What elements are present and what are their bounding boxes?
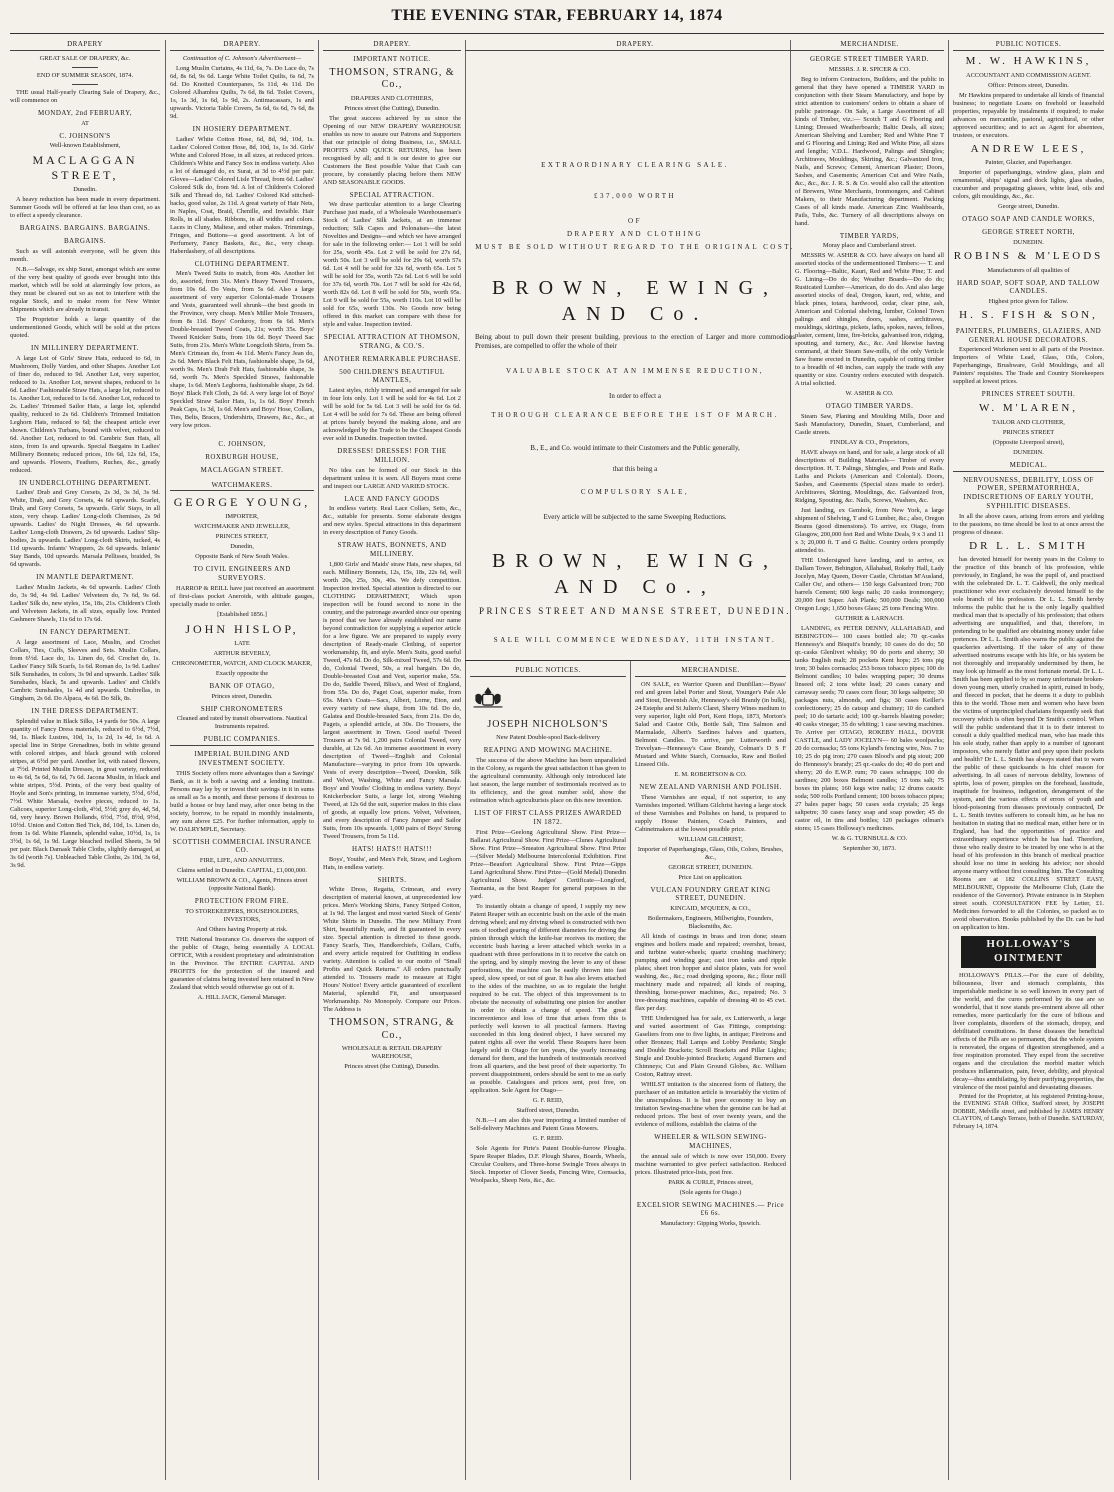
ad-text: TO STOREKEEPERS, HOUSEHOLDERS, INVESTORS,: [185, 907, 299, 923]
section-heading: IN UNDERCLOTHING DEPARTMENT.: [19, 478, 151, 487]
column-heading: DRAPERY.: [323, 40, 461, 51]
ad-text: HAVE always on hand, and for sale, a large stock of all descriptions of Building Materials— Timber of every description. H. T. Palings, Shingles, and Posts and Rails. Laths and Pickets (American and Colonial). Doors, Sashes, and Casements (Special sizes made to order). Architraves, Skirting, Mouldings, &c. Galvanized Iron, Ridging, Spouting, &c. Nails, Screws, Washers, &c.: [795, 449, 944, 504]
ad-text: VALUABLE STOCK AT AN IMMENSE REDUCTION,: [505, 366, 765, 375]
ad-text: THE usual Half-yearly Clearing Sale of Drapery, &c., will commence on: [10, 88, 160, 104]
ad-text: We draw particular attention to a large Clearing Purchase just made, of a Wholesale Warehouseman's Stock of Ladies' Silk Jackets, at an immense reduction; Silk Capes and Polonaises—the latest Novelties and Designs—and which we have arranged for sale in the following order:— Lot 1 will be sold for 25s, worth 45s. Lot 2 will be sold for 27s 6d, worth 50s. Lot 3 will be sold for 29s 6d, worth 57s 6d. Lot 4 will be sold for 32s 6d, worth 65s. Lot 5 will be sold for 35s, worth 72s 6d. Lot 6 will be sold for 37s 6d, worth 70s. Lot 7 will be sold for 42s 6d, worth 82s 6d. Lot 8 will be sold for 50s, worth 95s. Lot 9 will be sold for 55s, worth 110s. Lot 10 will be sold for 65s, worth 130s. No Goods now being offered in this market can compare with these for style and value. Inspection invited.: [323, 201, 461, 329]
ad-text: DUNEDIN.: [1013, 448, 1044, 456]
ad-text: DUNEDIN.: [1013, 238, 1044, 246]
ad-signature: FINDLAY & CO., Proprietors,: [829, 439, 910, 446]
ad-text: The success of the above Machine has been unparalleled in the Colony, as regards the great satisfaction it has given to the agricultural community. Although only introduced late last season, the large number of testimonials received as to its efficiency, and the great number sold, show the estimation which agriculturists place on this new invention.: [470, 757, 626, 804]
ad-heading: HARD SOAP, SOFT SOAP, AND TALLOW CANDLES.: [957, 278, 1100, 296]
ad-signature: ROXBURGH HOUSE,: [205, 453, 279, 461]
ad-text: Every article will be subjected to the same Sweeping Reductions.: [543, 513, 727, 522]
ad-text: Well-known Establishment,: [49, 142, 121, 150]
ad-text: Manufacturers of all qualities of: [987, 266, 1070, 274]
ad-list: Men's Tweed Suits to match, from 40s. Another lot do, assorted, from 31s. Men's Heavy Tweed Trousers, from 10s 6d. Do Vests, from 5s 6d. Also a large assortment of very superior Colonial-made Trousers and Vests, guaranteed well shrunk—the best goods in the Province, very cheap. Men's Miller Mole Trousers, from 8s 11d. Boys' Corduroy, from 6s 6d. Men's Double-breasted Tweed Coats, 21s; worth 35s. Boys' Tweed Knicker Suits, from 10s 6d. Boys' Tweed Sac Suits, from 21s. Men's White Longcloth Shirts, from 5s. Men's Crimean do, from 4s 11d. Men's Fancy Jean do, 2s 6d. Men's Black Felt Hats, fashionable shape, 3s 6d, worth 9s. Men's Drab Felt Hats, fashionable shape, 3s 6d, worth 7s. Men's Speckled Straws, fashionable shape, 1s 6d. Men's Leghorns, fashionable shape, 2s 6d. Boys' Black Felt Cloth, 2s 6d. A very large lot of Boys' Speckled Straw Sailor Hats, 1s, 1s 6d. Boys' French Peak Caps, 1s 3d, 1s 6d. Men's and Boys' Hose, Collars, Ties, Belts, Braces, Undershirts, Drawers, &c., &c., at very low prices.: [170, 270, 314, 430]
continuation-note: Continuation of C. Johnson's Advertisement—: [182, 54, 302, 62]
ad-text: George street, Dunedin.: [998, 203, 1059, 211]
column-rule: [630, 660, 631, 1480]
column-heading: DRAPERY.: [465, 40, 805, 51]
ad-heading: OTAGO SOAP AND CANDLE WORKS,: [962, 215, 1095, 224]
ad-text: PRINCES STREET,: [215, 533, 269, 541]
ad-list: LANDING, ex PETER DENNY, ALLAHABAD, and BEBINGTON— 100 cases bottled ale; 70 qr.-casks Hennessy's and Bisquit's brandy; 10 cases do do do; 50 qr.-casks Glenlivet whisky; 90 do ports and sherry; 30 tanks English malt; 28 pockets Kent hops; 25 tons pig iron; 30 bales cornsacks; 253 boxes tobacco pipes; 100 do Belmont candles; 10 bales wrapping paper; 30 drums linseed oil; 2 tons white lead; 20 cases canary and carraway seeds; 70 cases corn flour; 30 kegs saltpetre; 30 packages nuts, almonds, and figs; 30 cases Keiller's confectionery; 25 do catsup and chutney; 10 do candied peel; 10 do tartaric acid; 100 qr.-barrels blasting powder; 40 casks vinegar; 35 do whiting; 1 case sewing machines. To Arrive per OTAGO, ROKEBY HALL, DOVER CASTLE, and LADY JOCELYN— 60 bales woolpacks; 20 do cornsacks; 55 tons Kyland's fencing wire, Nos. 7 to 10; 25 do pig iron; 270 cases Blood's and pig stout; 200 do Hennessy's brandy; 25 qr.-casks do do; 40 do port and sherry; 20 do E.W.P. rum; 70 cases schnapps; 100 do sardines; 200 boxes Belmont candles; 15 tons salt; 75 boxes tin plates; 160 kegs wire nails; 12 drums caustic soda; 500 rolls Portland cement; 100 boxes tobacco pipes; 27 bales paper bags; 50 cases soda crystals; 25 kegs saltpetre; 30 cases fancy soap and soap powder; 45 do castor oil, in tins and bottles; 120 packages oilman's stores; 15 cases Holloway's medicines.: [795, 625, 944, 832]
ad-heading: NEW ZEALAND VARNISH AND POLISH.: [639, 782, 782, 791]
column-heading: DRAPERY: [10, 40, 160, 51]
ad-signature: THOMSON, STRANG, & Co.,: [329, 1017, 455, 1041]
ad-text: Importer of Paperhangings, Glass, Oils, Colors, Brushes, &c.,: [637, 845, 784, 861]
ad-name: DR L. L. SMITH: [969, 539, 1088, 552]
ad-heading: SHIRTS.: [377, 875, 407, 884]
ad-text: AT: [81, 119, 89, 127]
ad-heading: VULCAN FOUNDRY GREAT KING STREET, DUNEDIN.: [650, 885, 771, 903]
ad-heading: GEORGE STREET NORTH,: [982, 228, 1075, 236]
ad-signature: G. F. REID.: [532, 1134, 564, 1142]
ad-text: To instantly obtain a change of speed, I supply my new Patent Reaper with an eccentric bush on the axle of the main driving wheel; and my driving wheel is constructed with two sets of toothed gearing of different diameters for driving the pinion through which the knife-bar receives its motion; the eccentric bush having a lever attached which works in a quadrant with three perforations in it to receive the catch on the spring, and by simply moving the lever to any of these perforations, the machine can be easily thrown into fast speed, slow speed, or out of gear. It has also levers attached to the sides of the machine, so as to regulate the height required to be cut. The object of this improvement is to obviate the necessity of substituting one pinion for another in order to obtain a change of speed. The great inconvenience and loss of time that arises from this is perfectly well known to all practical farmers. Having succeeded in this long desired object, I have secured my patent rights all over the world. These Reapers have been largely sold in Otago for ten years, the yearly increasing demand for them, and the hundreds of testimonials received from all quarters, and the best proof of their superiority. To prevent disappointment, orders should be sent to me as early as possible. Catalogues and prices sent, post free, on application. Sole Agent for Otago—: [470, 902, 626, 1094]
ad-amount: £37,000 WORTH: [593, 192, 677, 201]
ad-name: H. S. FISH & SON,: [959, 309, 1098, 321]
ad-text: In order to effect a: [609, 391, 661, 400]
ad-text: Just landing, ex Gembok, from New York, a large shipment of Shelving, T and G Lumber, &c.; also, Oregon Beams (good dimensions). To arrive, ex Otago, from Glasgow, 200,000 feet Red and White Deals, 9 x 3 and 11 x 3; 20,000 ft. T and G Baltic. Country orders promptly attended to.: [795, 507, 944, 554]
column-drapery-cont: [170, 40, 314, 1485]
ad-date: SALE WILL COMMENCE WEDNESDAY, 11TH INSTANT.: [493, 636, 777, 645]
ad-text: THE Undersigned have landing, and to arrive, ex Dallam Tower, Bebington, Allahabad, Rokeby Hall, Lady Jocelyn, May Queen, Dover Castle, Christian M'Ausland, Caller Ou', and others— 150 kegs Galvanized Iron; 700 barrels Cement; 600 kegs nails; 20 casks ironmongery; 20,000 feet Super. Ash Plank; 500,000 Deals; 300,000 Oregon Logs; 1,650 boxes Glass; 25 tons Fencing Wire.: [795, 557, 944, 612]
ad-signature: WILLIAM GILCHRIST,: [678, 835, 743, 843]
ad-signature: Stafford street, Dunedin.: [516, 1106, 580, 1114]
ad-text: Highest price given for Tallow.: [988, 298, 1069, 305]
ad-text: All kinds of castings in brass and iron done; steam engines and boilers made and repaired; overshot, breast, and turbine water-wheels; quartz crushing machinery; pumping and winding gear; cast iron tanks and ripple plates; sheet iron hopper and sluice plates, vats for wool washing, &c., &c.; road dredging spoons, &c.; flour mill machinery made and repaired; all kinds of reaping, threshing, horse-power machines, &c., repaired; No. 3 tree-dressing machines, capable of dressing 40 to 45 cwt. flax per day.: [635, 933, 786, 1012]
ad-text: Boys', Youths', and Men's Felt, Straw, and Leghorn Hats, in endless variety.: [323, 855, 461, 871]
ad-text: COMPULSORY SALE,: [580, 488, 690, 497]
ad-heading: IMPORTANT NOTICE.: [353, 54, 431, 63]
ad-name: JOHN HISLOP,: [185, 621, 299, 636]
ad-text: B., E., and Co. would intimate to their Customers and the Public generally,: [530, 444, 740, 453]
ad-subhead: END OF SUMMER SEASON, 1874.: [36, 71, 134, 79]
column-heading: MERCHANDISE.: [635, 666, 786, 677]
ad-bargains: BARGAINS. BARGAINS. BARGAINS.: [19, 224, 151, 233]
ad-list: A large assortment of Lace, Muslin, and Crochet Collars, Ties, Cuffs, Sleeves and Sets. Muslin Collars, from 6½d. Lace do, 1s. Linen do, 6d. Crochet do, 1s. Ladies' Fancy Silk Scarfs, 1s 6d. Roman do, 1s 9d. Ladies' Silk Sunshades, in colors, 3s 9d and upwards. Ladies' Silk Sunshades, black, 5s and upwards. Ladies' and Child's Cambric Sunshades, 1s 4d and upwards. Umbrellas, in Gingham, 2s 6d. Do Alpaca, 4s 6d. Do Silk, 8s.: [10, 638, 160, 702]
ad-text: No idea can be formed of our Stock in this department unless it is seen. All Buyers must come and inspect our LARGE AND VARIED STOCK.: [323, 466, 461, 490]
ad-text: THIS Society offers more advantages than a Savings' Bank, as it is both a saving and a lending institute. Persons may lay by or invest their savings in it in sums as small as 5s a month, and these persons if desirous to build a house or buy land may, after once being in the society, borrow, to be repaid in monthly instalments, any sum above £25. For further information, apply to W. DALRYMPLE, Secretary.: [170, 769, 314, 833]
ad-text: Princes street (the Cutting), Dunedin.: [344, 104, 440, 112]
ad-text: MUST BE SOLD WITHOUT REGARD TO THE ORIGINAL COST.: [475, 243, 795, 252]
column-heading: PUBLIC NOTICES.: [470, 666, 626, 677]
ad-text: TAILOR AND CLOTHIER,: [992, 418, 1065, 426]
ad-text: LATE: [234, 639, 250, 647]
ad-signature: Princes street (the Cutting), Dunedin.: [344, 1063, 440, 1071]
ad-street: MACLAGGAN STREET,: [32, 153, 138, 183]
ad-signature: G. F. REID,: [532, 1096, 564, 1104]
ad-list: Ladies' White Cotton Hose, 6d, 8d, 9d, 10d, 1s. Ladies' Colored Cotton Hose, 8d, 10d, 1s, 1s 3d. Girls' White and Colored Hose, in all sizes, at reduced prices. Children's White and Fancy Sox in endless variety. Also a lot of damaged do, ex Surat, at 3d to 4½d per pair. Gloves—Ladies' Colored Lisle Thread, from 6d. Ladies' Colored Silk do, from 9d. A lot of Children's Colored Silk and Thread do, 6d. Ladies' Colored Kid stitched-backs, good value, 2s 11d. A great variety of Hair Nets, in Naples, Coat, Braid, Chenille, and Invisible. Hair Rolls, in all shades. Ribbons, in all widths and colors. Laces in Cluny, Maltese, and other makes. Trimmings, Fringes, and Buttons—a good assortment. A lot of Perfumery, Fancy Baskets, &c., &c., very cheap. Haberdashery, of all descriptions.: [170, 135, 314, 255]
ad-text: [Established 1856.]: [217, 610, 267, 618]
ad-text: These Varnishes are equal, if not superior, to any Varnishes imported. William Gilchrist having a large stock of these Varnishes and Polishes on hand, is prepared to supply House Painters, Coach Painters, and Cabinetmakers at the lowest possible price.: [635, 793, 786, 833]
ad-text: has devoted himself for twenty years in the Colony to the practice of this branch of his profession, while previously, in England, he was the pupil of, and practised with the celebrated Dr. L. T. Caldwell, the only medical practitioner who ever exclusively devoted himself to the sole branch of his profession. Dr L. L. Smith hereby informs the public that he is the only legally qualified medical man that is specially of his profession; that others advertising are unqualified, and that, therefore, in pretending to be qualified are obtaining money under false pretences. Dr L. L. Smith also warns the public against the quackeries advertising. If the taker of any of these advertised nostrums escape with his life, or his system be not thoroughly and irreparably undermined by them, he may look up himself as the most fortunate mortal. Dr L. L. Smith has been applied to by so many unfortunate broken-down young men, utterly crushed in spirit, ruined in body, and fleeced in pocket, that he deems it a duty to publish this to the world. Those men and women who have been the victims of unprincipled charlatans frequently seek that recovery which is often beyond Dr Smith's control. When will the public understand that it is to their interest to consult a duly qualified medical man, who has made this his sole study, rather than apply to a number of ignorant impostors, who merely flatter and prey upon their pockets and health? Dr L. L. Smith has always stated that to warn the public of these quicksands is his chief reason for advertising. In all cases of nervous debility, lowness of spirits, loss of power, pimples on the forehead, lassitude, inaptitude for business, indigestion, derangement of the system, and the various effects of errors of youth and blood-poisoning from diseases previously contracted, Dr L. L. Smith invites sufferers to consult him, as he has no hesitation in stating that no medical man, either here or in England, has had the opportunities of practice and extraordinary experience which he has had. Therefore, those who really desire to be treated by one who is at the head of his profession in this branch of medical practice should lose no time in seeking his advice; nor should anyone marry without first consulting him. The Consulting Rooms are at 182 COLLINS STREET EAST, MELBOURNE, Opposite the Melbourne Club, (Late the residence of the Governor). Private entrance is in Stephen street south. CONSULTATION FEE by Letter, £1. Medicines forwarded to all the Colonies, so packed as to avoid observation. Books published by the Dr. can be had on application to him.: [953, 556, 1104, 932]
ad-heading: 500 CHILDREN'S BEAUTIFUL MANTLES,: [339, 367, 445, 385]
ad-name: W. M'LAREN,: [978, 402, 1079, 414]
section-heading: IN FANCY DEPARTMENT.: [39, 628, 131, 636]
ad-text: PRINCES STREET: [1002, 428, 1055, 436]
ad-heading: ANOTHER REMARKABLE PURCHASE.: [323, 354, 461, 363]
ad-text: MESSRS W. ASHER & CO. have always on hand all assorted stocks of the undermentioned Timbers:— T. and G. Flooring—Baltic, Kauri, Red and White Pine; T. and G. Lining—Do do do; Weather Boards—Do do do; Rusticated Lumber—American, do do do. And also large assorted stocks of deal, Oregon, kauri, red, white, and black pines, totara, hardwood, cedar, clear pine, ash, American and Colonial shelving, lumber, Colonel Town palings and shingles, doors, sashes, architraves, mouldings, skirtings, pickets, laths, spokes, naves, felloes, plaster, cement, lime, fire-bricks, galvanised iron, ridging, spouting, and turnery, &c., &c. And likewise having command, at their Steam Saw-mills, of the only Verticle Saw frame erected in Dunedin, capable of cutting timber to a breadth of 48 inches, can supply the trade with any quantity or size. Country orders executed with despatch. A trial solicited.: [795, 252, 944, 388]
ad-text: WATCHMAKER AND JEWELLER,: [194, 523, 290, 531]
ad-address: PRINCES STREET AND MANSE STREET, DUNEDIN.: [479, 606, 791, 617]
ad-text: DRAPERY AND CLOTHING: [566, 230, 704, 239]
ad-date: September 30, 1873.: [843, 845, 896, 852]
ad-heading: DRESSES! DRESSES! FOR THE MILLION.: [337, 447, 447, 464]
ad-heading: HATS! HATS!! HATS!!!: [352, 844, 432, 853]
ad-heading: IMPERIAL BUILDING AND INVESTMENT SOCIETY.: [194, 750, 290, 767]
ad-name: THOMSON, STRANG, & Co.,: [329, 66, 455, 90]
ad-headline: EXTRAORDINARY CLEARING SALE.: [541, 161, 729, 170]
ad-text: WILLIAM BROWN & CO., Agents, Princes street (opposite National Bank).: [176, 877, 308, 892]
brown-ewing-clearing-sale-ad: [465, 40, 805, 658]
ad-heading: SPECIAL ATTRACTION.: [349, 190, 435, 199]
ad-text: OF: [628, 217, 642, 226]
ad-firm-name: BROWN, EWING, AND Co.: [491, 276, 779, 325]
ad-name: C. JOHNSON'S: [59, 131, 111, 140]
column-public-notices-medical: [953, 40, 1104, 1485]
ad-text: that this being a: [612, 465, 658, 474]
ad-heading: TO CIVIL ENGINEERS AND SURVEYORS.: [193, 565, 291, 582]
ad-text: Moray place and Cumberland street.: [822, 242, 917, 250]
ad-signature: GUTHRIE & LARNACH.: [835, 615, 904, 622]
masthead: [0, 0, 1114, 32]
ad-text: Office: Princes street, Dunedin.: [988, 81, 1069, 89]
ad-text: GEORGE STREET, DUNEDIN.: [668, 863, 753, 871]
ad-text: HARROP & REILL have just received an assortment of first-class pocket Aneroids, with altitude gauges, specially made to order.: [170, 584, 314, 608]
column-drapery-johnson: [10, 40, 160, 1485]
ad-text: N.B.—I am also this year importing a limited number of Self-delivery Machines and Patent Grass Mowers.: [470, 1116, 626, 1132]
ad-text: New Patent Double-spool Back-delivery: [496, 734, 600, 742]
ad-text: Such as will astonish everyone, will be given this month.: [10, 247, 160, 263]
ad-text: THE National Insurance Co. deserves the support of the public of Otago, being essentially A LOCAL OFFICE, With a resident proprietary and administration in the Province. The ENTIRE CAPITAL AND PROFITS for the protection of the insured and guarantee of claims being invested here retained in New Zealand that which would otherwise go out of it.: [170, 935, 314, 991]
ad-list: First Prize—Geelong Agricultural Show. First Prize—Ballarat Agricultural Show. First Prize—Clunes Agricultural Show. First Prize—Smeaton Agricultural Show. First Prize—(Silver Medal) Melbourne Intercolonial Exhibition. First Prize—Beaufort Agricultural Show. First Prize—Gipps Land Agricultural Show. First Prize—(Gold Medal) Dunedin Agricultural Show. Judges' Certificate—Longford, Tasmania, as the best Reaper for general purposes in the yard.: [470, 828, 626, 900]
ad-signature: W. ASHER & CO.: [845, 390, 894, 398]
ad-text: Claims settled in Dunedin. CAPITAL, £1,000,000.: [177, 867, 307, 874]
ad-text: Cleaned and rated by transit observations. Nautical Instruments repaired.: [176, 715, 308, 731]
ad-signature: MACLAGGAN STREET.: [200, 465, 284, 474]
ad-list: A large Lot of Girls' Straw Hats, reduced to 6d, in Mushroom, Dolly Varden, and other Shapes. Another Lot of finer do, reduced to 9d. Another Lot, very superior, reduced to 1s. Another Lot, newest shapes, reduced to 1s 6d. Ladies' Fashionable Straw Hats, a large lot, reduced to 1s. Another Lot, reduced to 1s 6d. Another Lot, reduced to 2s. Ladies' Trimmed Sailor Hats, a large lot, splendid quality, reduced to 2s 6d. Children's Trimmed Imitation Leghorn Hats, reduced to 6d; the cheapest article ever shown. Children's Turbans, bound with velvet, reduced to 6d. Another Lot, reduced to 9d. Cambric Sun Hats, all sizes, from 1s and upwards. Special Bargains in Ladies' Millinery Bonnets; reduced prices, 10s 6d, 12s 6d, 15s, and upwards. Flowers, Feathers, Ruches, &c., greatly reduced.: [10, 354, 160, 474]
column-heading: PUBLIC NOTICES.: [953, 40, 1104, 51]
ad-text: KINCAID, M'QUEEN, & CO.,: [670, 905, 751, 912]
ad-text: BANK OF OTAGO,: [209, 681, 275, 690]
ad-list: Long Muslin Curtains, 4s 11d, 6s, 7s. Do Lace do, 7s 6d, 8s 6d, 9s 6d. Large White Toilet Quilts, 6s 6d, 7s 6d. Do Knotted Counterpanes, 5s 11d, 4s 11d. Do Colored Alhambra Quilts, 7s 6d, 8s 6d. Toilet Covers, 1s, 1s 3d, 1s 6d, 1s 9d, 2s. Antimacassars, 1s and upwards. Victoria Table Covers, 5s 6d, 6s 6d, 7s 6d, 8s 9d.: [170, 64, 314, 120]
ad-heading: LACE AND FANCY GOODS: [344, 494, 440, 503]
section-heading: IN MANTLE DEPARTMENT.: [36, 573, 134, 582]
column-heading: MERCHANDISE.: [795, 40, 944, 51]
ad-text: ON SALE, ex Warrior Queen and Dunfillan:—Byass' red and green label Porter and Stout, Younger's Pale Ale and Stout, Devenish Ale, Hennessy's old Brandy (in bulk), 24 Estephe and St Julien's Claret, Sherry Wines medium to very superior, light old Port, Kent Hops, 1873, Morton's Salad and Castor Oils, Bottle Salt, Tins Salmon and Marmalade, Albert's Sardines halves and quarters, Belmont Candles. To arrive, per Lutterworth and Trevelyan—Hennessy's Case Brandy, Colman's D S F Mustard and White Starch, Cornsacks, Raw and Boiled Linseed Oils.: [635, 680, 786, 768]
ad-heading: SPECIAL ATTRACTION AT THOMSON, STRANG, & CO.'S.: [323, 333, 461, 350]
ad-text: Princes street, Dunedin.: [211, 692, 273, 700]
ad-list: Ladies' Drab and Grey Corsets, 2s 3d, 3s 3d, 3s 9d. White, Drab, and Grey Corsets, 4s 6d upwards. Scarlet, Drab, and Grey Corsets, 5s upwards. Girls' Stays, in all sizes, very cheap. Ladies' Long-cloth Chemises, 2s 9d upwards. Ladies' do Night Dresses, 4s 6d upwards. Ladies' Long-cloth Drawers, 2s 6d upwards. Ladies' Slip-bodies, 2s upwards. Ladies' Long-cloth Skirts, tucked, 4s 11d upwards. Infants' Wrappers, 2s 6d upwards. Infants' Stay Bands, 10d upwards. Marsala Pellisses, braided, 9s 6d upwards.: [10, 489, 160, 569]
ad-text: Painter, Glazier, and Paperhanger.: [985, 159, 1072, 167]
ad-town: Dunedin.: [73, 186, 97, 194]
ad-text: 1,800 Girls' and Maids' straw Hats, new shapes, 6d each. Millinery Bonnets, 12s, 15s, 18s, 22s 6d, well worth 20s, 25s, 30s, 40s. We defy competition. Inspection invited. Special attention is directed to our CLOTHING DEPARTMENT, Which upon inspection will be found second to none in the country, and the patronage awarded since our opening is proof that we have already established our name beyond contradiction for supplying a superior article for a low figure. We are prepared to supply every description of Ready-made Clothing, of superior workmanship, fit, and style. Men's Suits, good useful Tweed, 47s 6d. Do do, Silk-mixed Tweed, 57s 6d. Do do, Colonial Tweed, 50s, a real bargain. Do do, Double-breasted Coat and Vest, superior make, 55s. Do do, Saddle Tweed, Bliss's, and West of England, from 55s. Do do, Paget Coat, superior make, from 65s. Men's Coats—Sacs, Albert, Lorne, Eton, and every variety of new shape, from 10s 6d. Do do, Galatea and Double-breasted Sacs, from 21s. Do do, Pagets, a splendid article, at 30s. Do Trousers, the largest assortment in Town. Good useful Tweed Trousers at 7s 9d. 1,200 pairs Colonial Tweed, very durable, at 12s 6d. An immense assortment in every description of Tweed—English and Colonial Manufacture—varying in price from 10s upwards. Vests of every description—Tweed, Doeskin, Silk and Velvet, Washing, White and Fancy Marsala. Boys' and Youths' Clothing in endless variety. Boys' Knickerbocker Suits, a large lot, strong Washing Tweed, at 12s 6d the suit, superior makes in this class of goods, at equally low prices. Velvet, Velveteen, and every description of Fancy Jumper and Sailor Suits, from 10s upwards. 1,000 pairs of Boys' Strong Tweed Trousers, from 5s 11d.: [323, 560, 461, 840]
ad-text: Boilermakers, Engineers, Millwrights, Founders, Blacksmiths, &c.: [647, 915, 774, 930]
ad-text: Latest styles, richly trimmed, and arranged for sale in four lots only. Lot 1 will be sold for 4s 6d. Lot 2 will be sold for 5s 6d. Lot 3 will be sold for 6s 6d. Lot 4 will be sold for 7s 6d. These are being offered at prices barely beyond the making alone, and are acknowledged by the Trade to be the Cheapest Goods ever sold in Dunedin. Inspection invited.: [323, 387, 461, 442]
ad-name: GEORGE YOUNG,: [173, 495, 311, 510]
ad-text: FIRE, LIFE, AND ANNUITIES.: [199, 857, 285, 864]
ad-name: JOSEPH NICHOLSON'S: [487, 718, 609, 730]
section-heading: IN THE DRESS DEPARTMENT.: [31, 706, 139, 715]
column-merchandise-timber: [795, 40, 944, 1485]
ad-text: SHIP CHRONOMETERS: [200, 704, 284, 713]
ad-signature: E. M. ROBERTSON & CO.: [674, 770, 747, 778]
column-heading: PUBLIC COMPANIES.: [170, 735, 314, 746]
ad-firm-name: BROWN, EWING, AND Co.,: [491, 550, 779, 599]
ad-heading: TIMBER YARDS,: [839, 231, 900, 240]
ad-heading: REAPING AND MOWING MACHINE.: [483, 746, 613, 755]
ad-text: In endless variety. Real Lace Collars, Setts, &c., &c., suitable for presents. Some elaborate designs and new styles. Special attractions in this department in every description of Fancy Goods.: [323, 505, 461, 537]
ad-headline: GREAT SALE OF DRAPERY, &c.: [39, 54, 131, 62]
ad-heading: PROTECTION FROM FIRE.: [194, 897, 290, 905]
ad-text: White Dress, Regatta, Crimean, and every description of material known, at unprecedented low prices. Men's Working Shirts, Fancy Striped Cotton, at 1s 9d. The largest and most varied Stock of Gents' White Shirts in Dunedin. The new Military Front Shirt, beautifully made, and fit guaranteed in every size. Special attention is directed to these goods. Fancy Scarfs, Ties, Handkerchiefs, Collars, Cuffs, and every article required for Outfitting in endless variety. Attention is called to our motto of "Small Profits and Quick Returns." All orders punctually attended to. Trousers made to measure at Eight Hours' Notice! Every article guaranteed of excellent Material, splendid Fit, and unsurpassed Workmanship. No Monopoly. Compare our Prices. The Address is: [323, 886, 461, 1014]
ad-name: ROBINS & M'LEODS: [953, 249, 1104, 262]
ad-signature: PARK & CURLE, Princes street,: [668, 1178, 753, 1186]
holloways-ointment-banner: HOLLOWAY'S OINTMENT: [961, 936, 1096, 968]
ad-signature: W. & G. TURNBULL & CO.: [831, 835, 908, 842]
ad-heading: WHEELER & WILSON SEWING-MACHINES,: [654, 1133, 767, 1150]
section-heading: IN MILLINERY DEPARTMENT.: [31, 343, 139, 352]
column-rule: [165, 40, 166, 1480]
ad-signature: A. HILL JACK, General Manager.: [197, 993, 287, 1001]
ad-text: Opposite Bank of New South Wales.: [195, 553, 289, 561]
ad-text: Dunedin,: [230, 543, 254, 551]
ad-heading: GEORGE STREET TIMBER YARD.: [809, 54, 930, 63]
ad-list: Ladies' Muslin Jackets, 4s 6d upwards. Ladies' Cloth do, 3s 9d, 4s 9d. Ladies' Velveteen do, 7s 6d, 9s 6d. Ladies' Silk do, new styles, 15s, 18s, 21s. Children's Cloth and Velveteen Jackets, in all sizes, equally low. Printed Cashmere Shawls, 11s 6d to 17s 6d.: [10, 584, 160, 623]
ad-text: the annual sale of which is now over 150,000. Every machine warranted to give perfect satisfaction. Reduced prices. Illustrated price-lists, post free.: [635, 1152, 786, 1176]
section-heading: CLOTHING DEPARTMENT.: [194, 259, 290, 268]
ad-text: Beg to inform Contractors, Builders, and the public in general that they have opened a TIMBER YARD in conjunction with their Steam Manufactory, and hope by strict attention to customers' orders to obtain a share of public patronage. On Sale, a Large Assortment of all kinds of Timber, viz.:— Scotch T and G Flooring and Lining; Dressed Weatherboards; Baltic Deals, all sizes; American Shelving and Lumber; Red and White Pine T and G Flooring and Lining; Red and White Pine, all sizes and lengths; V.D.L. Hardwood, Palings and Shingles; Architraves, Mouldings, Skirting, &c.; Galvanized Iron, Nails, and Screws; Cement, American Plaster; Doors, Sashes, and Casements; American Cut and Wire Nails, &c., &c., &c. J. R. S. & Co. would also call the attention of Brewers, Wine Merchants, Ironmongers, and Cabinet Makers, to their Manufacturing department. Packing Cases of all kinds made. American Zinc Washboards, Pails, Tubs, &c. Turnery of all descriptions always on hand.: [795, 75, 944, 227]
ad-text: Manufactory: Gipping Works, Ipswich.: [660, 1220, 761, 1227]
ad-text: IMPORTER,: [225, 513, 259, 521]
ad-text: MESSRS. J. R. SPICER & CO.: [828, 65, 911, 73]
ad-signature: WHOLESALE & RETAIL DRAPERY WAREHOUSE,: [341, 1045, 443, 1061]
ad-text: And Others having Property at risk.: [196, 925, 288, 933]
royal-crest-icon: [470, 684, 506, 710]
ad-text: A heavy reduction has been made in every department. Summer Goods will be offered at far less than cost, so as to effect a speedy clearance.: [10, 196, 160, 220]
ad-heading: LIST OF FIRST CLASS PRIZES AWARDED IN 1872.: [474, 809, 622, 826]
printer-imprint: Printed for the Proprietor, at his registered Printing-house, the EVENING STAR Office, Stafford street, by JOSEPH DOBBIE, Melville street, and published by JAMES HENRY CLAYTON, of Lang's Terrace, both of Dunedin. SATURDAY, February 14, 1874.: [953, 1093, 1104, 1130]
ad-heading: OTAGO TIMBER YARDS.: [825, 402, 914, 411]
ad-text: THE Undersigned has for sale, ex Lutterworth, a large and varied assortment of Gas Fittings, comprising: Gaseliers from one to five lights, in antique; Fireirons and other Bronzes; Hall Lamps and Lobby Pendants; Single and Double Brackets; Scroll Brackets and Pillar Lights; Single and Double-jointed Brackets; Argand Burners and Chimneys; Cut and Plain Ground Globes, &c. William Coston, Rattray street.: [635, 1015, 786, 1078]
column-rule: [948, 40, 949, 1480]
ad-text: WHILST imitation is the sincerest form of flattery, the purchaser of an imitation article is invariably the victim of the unscrupulous. It is but poor economy to buy an imitation Sewing-machine when the genuine can be had at reduced prices. The best of over twenty years, and the evidence of millions, establish the claims of the: [635, 1081, 786, 1128]
ad-heading: EXCELSIOR SEWING MACHINES.— Price £6 6s.: [636, 1200, 785, 1218]
ad-text: (Sole agents for Otago.): [679, 1188, 742, 1196]
ad-text: N.B.—Salvage, ex ship Surat, amongst which are some of the very best quality of goods ever brought into this market, which will be sold at alarmingly low prices, as they must be cleared out so as not to interfere with the regular Stock, and to make room for New Winter Shipments which are already in transit.: [10, 265, 160, 313]
ad-text: DRAPERS AND CLOTHIERS,: [350, 94, 434, 102]
section-heading: IN HOSIERY DEPARTMENT.: [192, 124, 292, 133]
ad-bargains: BARGAINS.: [63, 237, 107, 245]
column-merchandise: [635, 666, 786, 1486]
ad-text: HOLLOWAY'S PILLS.—For the cure of debility, biliousness, liver and stomach complaints, this imperishable medicine is so well known in every part of the world, and the cures performed by its use are so wonderful, that it now stands pre-eminent above all other remedies, more particularly for the cure of bilious and liver complaints, disorders of the stomach, dropsy, and debilitated constitutions. In these diseases the beneficial effects of the Pills are so permanent, that the whole system is renovated, the organs of digestion strengthened, and a free respiration promoted. They expel from the secretive organs and the circulation the morbid matter which produces inflammation, pain, fever, debility, and physical decay—thus annihilating, by their purifying properties, the virulence of the most painful and devastating diseases.: [953, 971, 1104, 1091]
ad-text: In all the above cases, arising from errors and yielding to the passions, no time should be lost to at once arrest the progress of disease.: [953, 512, 1104, 536]
ad-date: MONDAY, 2nd FEBRUARY,: [37, 108, 132, 117]
section-rule: [465, 660, 790, 661]
ad-heading: NERVOUSNESS, DEBILITY, LOSS OF POWER, SPERMATORRHŒA, INDISCRETIONS OF EARLY YOUTH, SYPHILITIC DISEASES.: [963, 475, 1094, 510]
ad-heading: PRINCES STREET SOUTH.: [981, 390, 1076, 399]
ad-text: The Proprietor holds a large quantity of the undermentioned Goods, which will be sold at the prices quoted.: [10, 315, 160, 339]
ad-text: Being about to pull down their present building, previous to the erection of Larger and more commodious Premises, are compelled to offer the whole of their: [475, 332, 795, 350]
ad-text: (Opposite Liverpool street),: [992, 438, 1065, 446]
ad-heading: SCOTTISH COMMERCIAL INSURANCE CO.: [172, 837, 312, 855]
column-drapery-thomson: [323, 40, 461, 1485]
ad-text: Sole Agents for Pirie's Patent Double-furrow Ploughs. Spare Reaper Blades, D.F. Plough Shares, Boards, Wheels, Circular Coulters, and Three-horse Swingle Trees always in Stock. Importer of Clover Seeds, Fencing Wire, Cornsacks, Woolpacks, Sheep Nets, &c., &c.: [470, 1144, 626, 1184]
ad-text: CHRONOMETER, WATCH, AND CLOCK MAKER,: [172, 659, 312, 667]
ad-name: ANDREW LEES,: [970, 142, 1087, 155]
column-heading: WATCHMAKERS.: [170, 481, 314, 492]
ad-signature: C. JOHNSON,: [218, 440, 266, 449]
ad-text: THOROUGH CLEARANCE BEFORE THE 1ST OF MARCH.: [491, 410, 779, 419]
ad-list: Splendid value in Black Silks, 14 yards for 50s. A large quantity of Fancy Dress materials, reduced to 6½d, 7½d, 9d, 1s. Black Lustres, 10d, 1s, 1s 2d, 1s 4d, 1s 6d. A special line in Stripe Grenadines, both in white ground with colored stripes, and black ground with colored stripes, at 6½d per yard. Another lot, with raised flowers, at 7½d. Printed Muslin Dresses, in great variety, reduced to 4s 6d, 5s 6d, 6s 6d, 7s 6d. Jacona Muslin, in black and white stripes, 5½d. Prints, of the very best quality of Hoyle and Son's printing, in immense variety, 5½d, 6½d, 7½d. White Marsala, twelve pieces, reduced to 1s. Calicoes, superior Long-cloth, 4½d, 5½d; grey do, 4d, 5d, 6d, very heavy. Brown Hollands, 6½d, 7½d, 8½d, 9½d, 10½d. Union and Cotton Bed Tick, 8d, 10d, 1s. Linen do, from 1s 6d. White Flannels, splendid value, 10½d, 1s, 1s 3½d, 1s 6d, 1s 9d. Large bleached twilled Sheets, 3s 9d per pair. Black Damask Table Cloths, slightly damaged, at 3s 6d (worth 7s). Unbleached Table Cloths, 2s 10d, 3s 6d, 3s 9d.: [10, 717, 160, 869]
ad-text: ARTHUR BEVERLY,: [213, 649, 271, 657]
ad-name: M. W. HAWKINS,: [965, 54, 1092, 67]
column-rule: [318, 40, 319, 1480]
ad-heading: STRAW HATS, BONNETS, AND MILLINERY.: [337, 541, 447, 558]
ad-text: Steam Saw, Planing and Moulding Mills, Door and Sash Manufactory, Dunedin, Stuart, Cumberland, and Castle streets.: [795, 413, 944, 436]
newspaper-title: THE EVENING STAR, FEBRUARY 14, 1874: [391, 7, 723, 24]
ad-text: Price List on application.: [678, 873, 743, 881]
column-heading: DRAPERY.: [170, 40, 314, 51]
ad-text: The great success achieved by us since the Opening of our NEW DRAPERY WAREHOUSE enables us now to assure our Patrons and Supporters that our principle of doing Business, i.e., SMALL PROFITS AND QUICK RETURNS, has been recognised by all; and it is our desire to give our Customers the Best possible Value that Cash can procure, by constantly placing before them NEW AND SEASONABLE GOODS.: [323, 114, 461, 186]
ad-text: Importer of paperhangings, window glass, plain and ornamental, ships' signal and dock lights, glass shades, cucumber and propagating glasses, white lead, oils and colors, gilt mouldings, &c., &c.: [953, 169, 1104, 201]
ad-text: Exactly opposite the: [215, 669, 269, 677]
masthead-rule: [10, 33, 1104, 34]
ad-text: Mr Hawkins prepared to undertake all kinds of financial business; to negotiate Loans on freehold or leasehold properties, repayable by instalments if required; to make advances on mercantile, pastoral, agricultural, or other approved securities; and to act as Agent for absentees, trustees, or executors.: [953, 91, 1104, 139]
ad-heading: PAINTERS, PLUMBERS, GLAZIERS, AND GENERAL HOUSE DECORATORS.: [955, 326, 1102, 344]
ad-text: Experienced Workmen sent to all parts of the Province. Importers of White Lead, Glass, Oils, Colors, Paperhangings, Brushware, Gold Mouldings, and all Painters' requisites. The Trade and Country Storekeepers supplied at lowest prices.: [953, 346, 1104, 386]
column-public-notices: [470, 666, 626, 1486]
ad-text: ACCOUNTANT AND COMMISSION AGENT.: [966, 71, 1091, 79]
column-heading: MEDICAL.: [953, 461, 1104, 472]
